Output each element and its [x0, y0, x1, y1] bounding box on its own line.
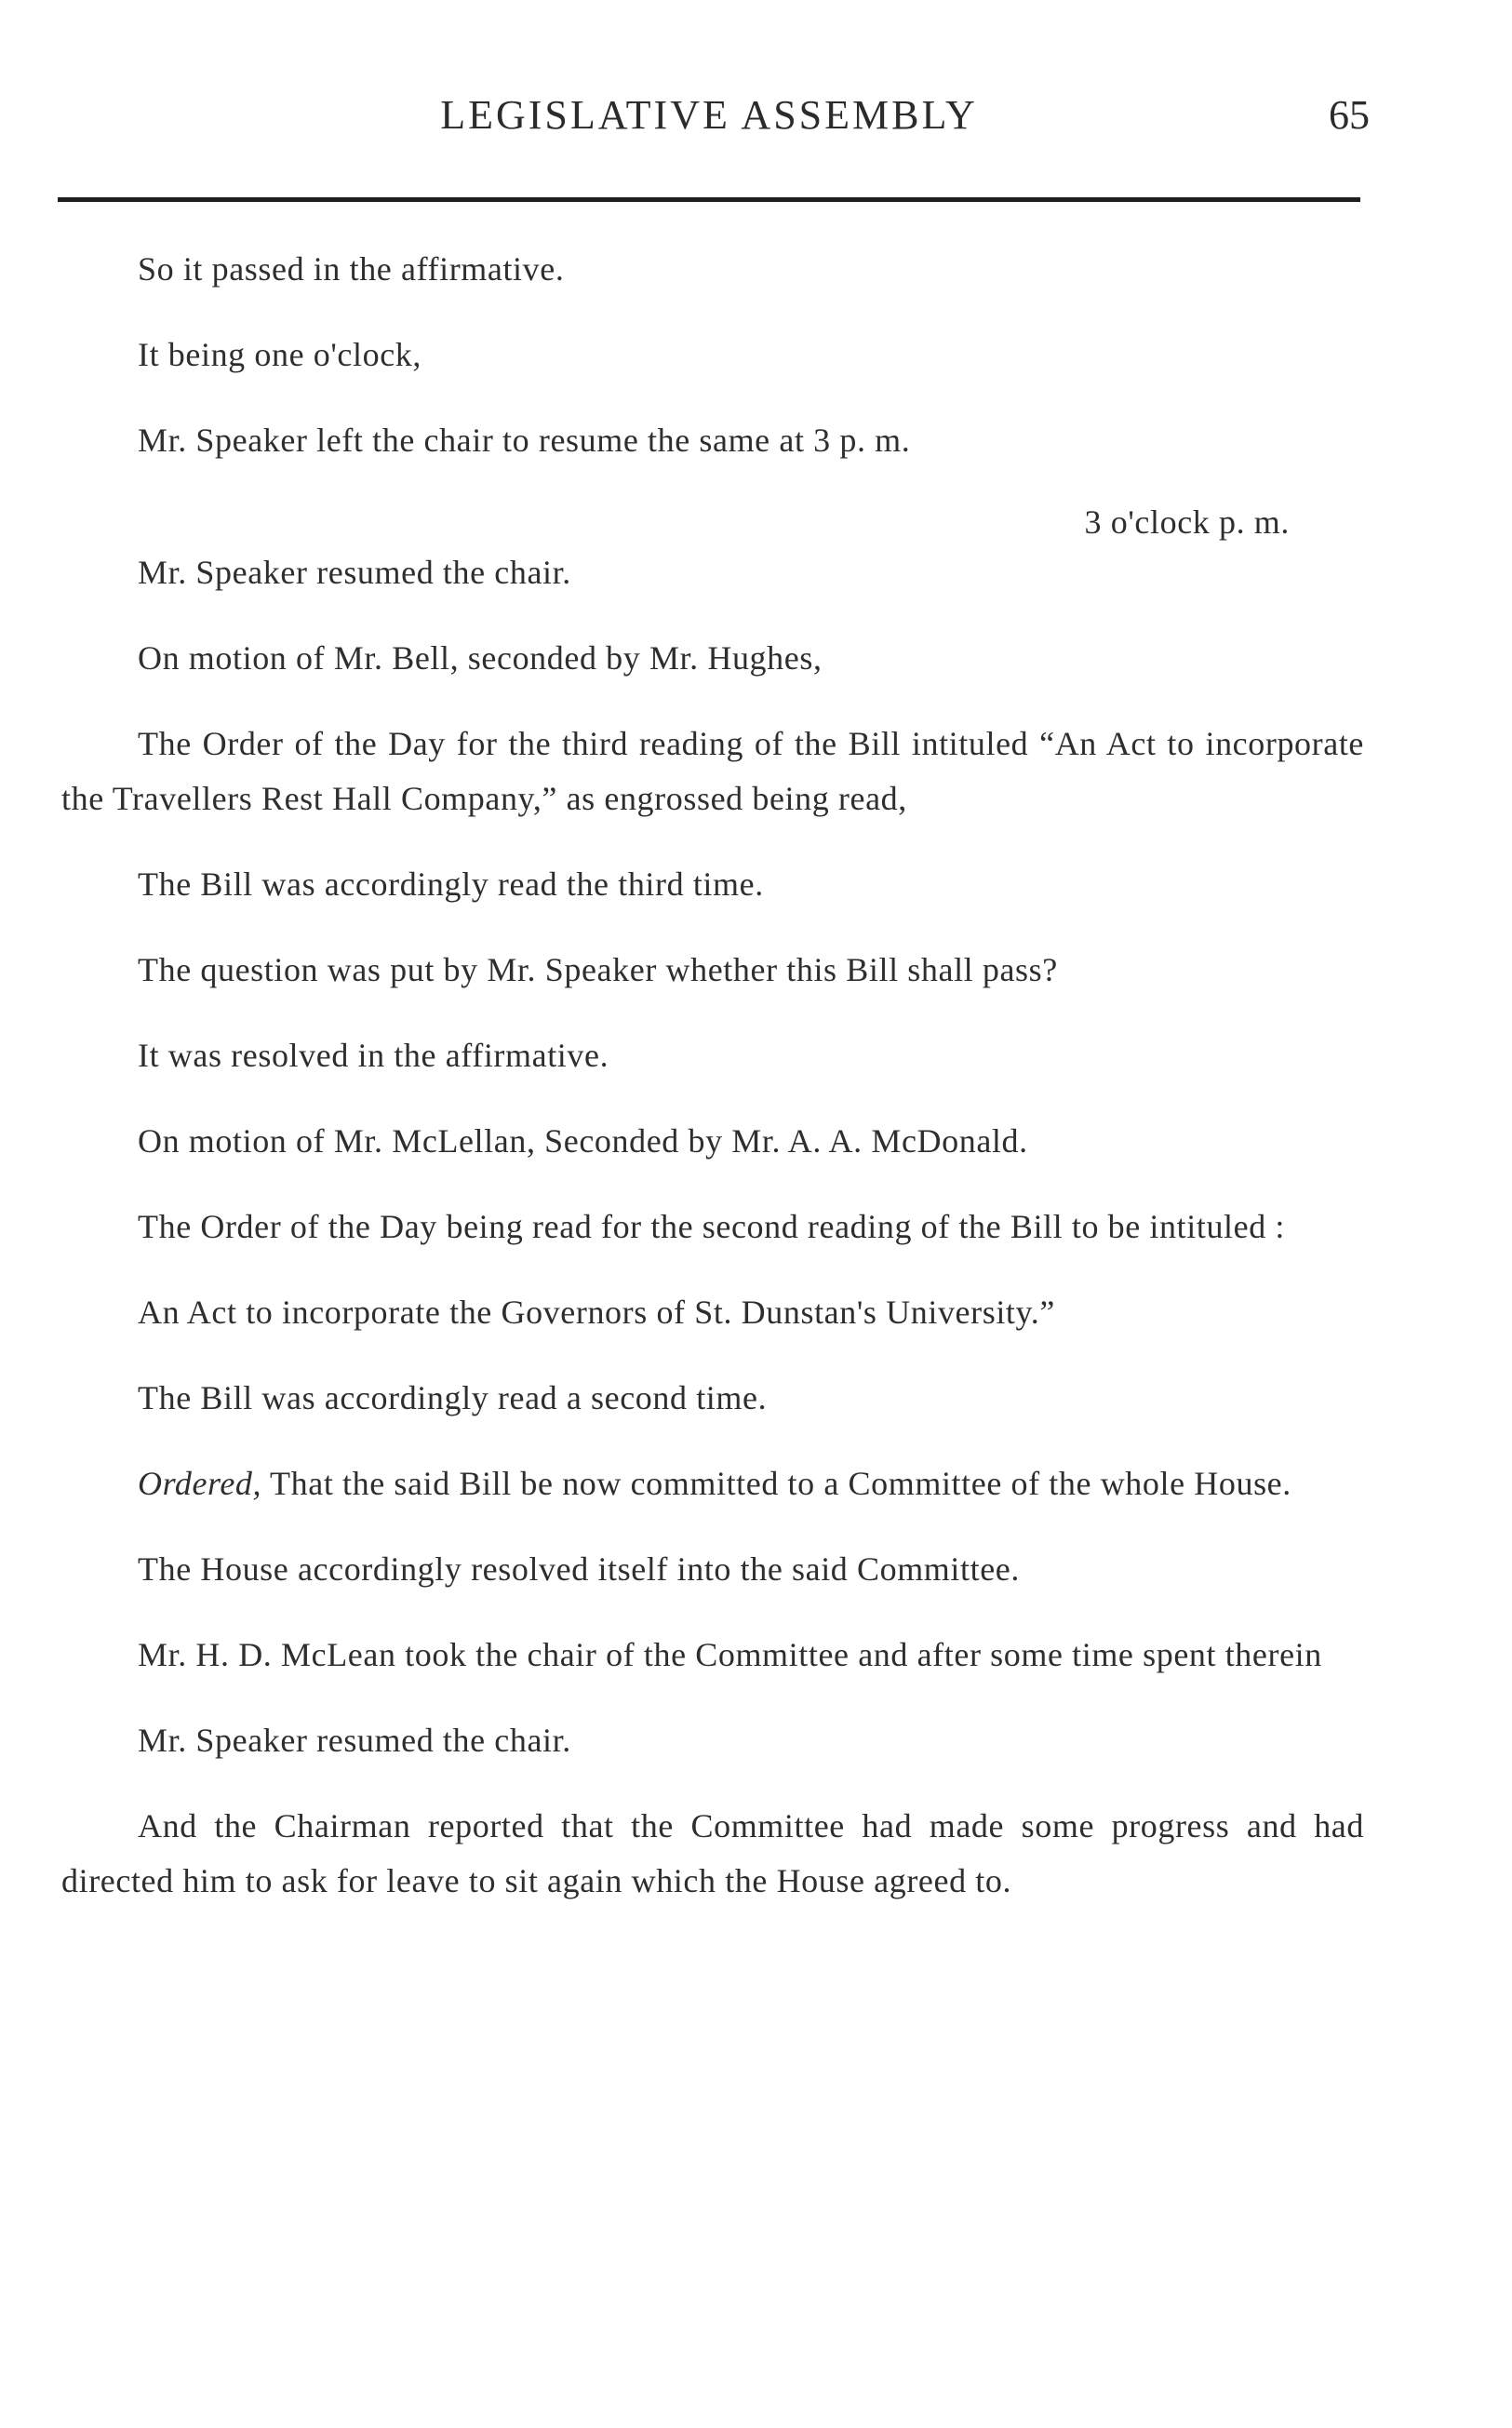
paragraph-order-second-reading: The Order of the Day being read for the second reading of the Bill to be intituled :	[138, 1208, 1286, 1245]
paragraph-read-third-time: The Bill was accordingly read the third time.	[138, 865, 764, 903]
paragraph-order-third-reading: The Order of the Day for the third reading of the Bill intituled “An Act to incorporate the Travellers Rest Hall Company,” as engrossed being read,	[61, 725, 1364, 817]
paragraph-mclean-chair: Mr. H. D. McLean took the chair of the Committee and after some time spent therein	[138, 1636, 1322, 1673]
paragraph-house-resolved: The House accordingly resolved itself into the said Committee.	[138, 1550, 1020, 1588]
paragraph-chairman-reported: And the Chairman reported that the Committee had made some progress and had directed him to ask for leave to sit again which the House agreed to.	[61, 1807, 1364, 1899]
paragraph-affirmative: So it passed in the affirmative.	[138, 250, 565, 288]
paragraph-question-put: The question was put by Mr. Speaker whether this Bill shall pass?	[138, 951, 1058, 988]
page-number: 65	[1329, 92, 1370, 138]
body-text	[61, 242, 1364, 1939]
time-marker: 3 o'clock p. m.	[1084, 503, 1290, 541]
running-title: LEGISLATIVE ASSEMBLY	[440, 92, 978, 138]
paragraph-motion-mclellan: On motion of Mr. McLellan, Seconded by Mr. A. A. McDonald.	[138, 1122, 1028, 1160]
paragraph-ordered	[61, 1456, 1364, 1511]
ordered-word: Ordered,	[138, 1465, 262, 1502]
header-rule	[58, 197, 1360, 202]
paragraph-speaker-resumed: Mr. Speaker resumed the chair.	[138, 554, 571, 591]
paragraph-act-title: An Act to incorporate the Governors of St. Dunstan's University.”	[138, 1294, 1055, 1331]
paragraph-read-second-time: The Bill was accordingly read a second time.	[138, 1379, 768, 1416]
ordered-text: That the said Bill be now committed to a Committee of the whole House.	[261, 1465, 1291, 1502]
paragraph-speaker-resumed-2: Mr. Speaker resumed the chair.	[138, 1722, 571, 1759]
page-header	[58, 91, 1370, 147]
paragraph-motion-bell: On motion of Mr. Bell, seconded by Mr. Hughes,	[138, 639, 823, 677]
paragraph-one-oclock: It being one o'clock,	[138, 336, 421, 373]
paragraph-speaker-left: Mr. Speaker left the chair to resume the same at 3 p. m.	[138, 422, 911, 459]
paragraph-resolved: It was resolved in the affirmative.	[138, 1037, 609, 1074]
